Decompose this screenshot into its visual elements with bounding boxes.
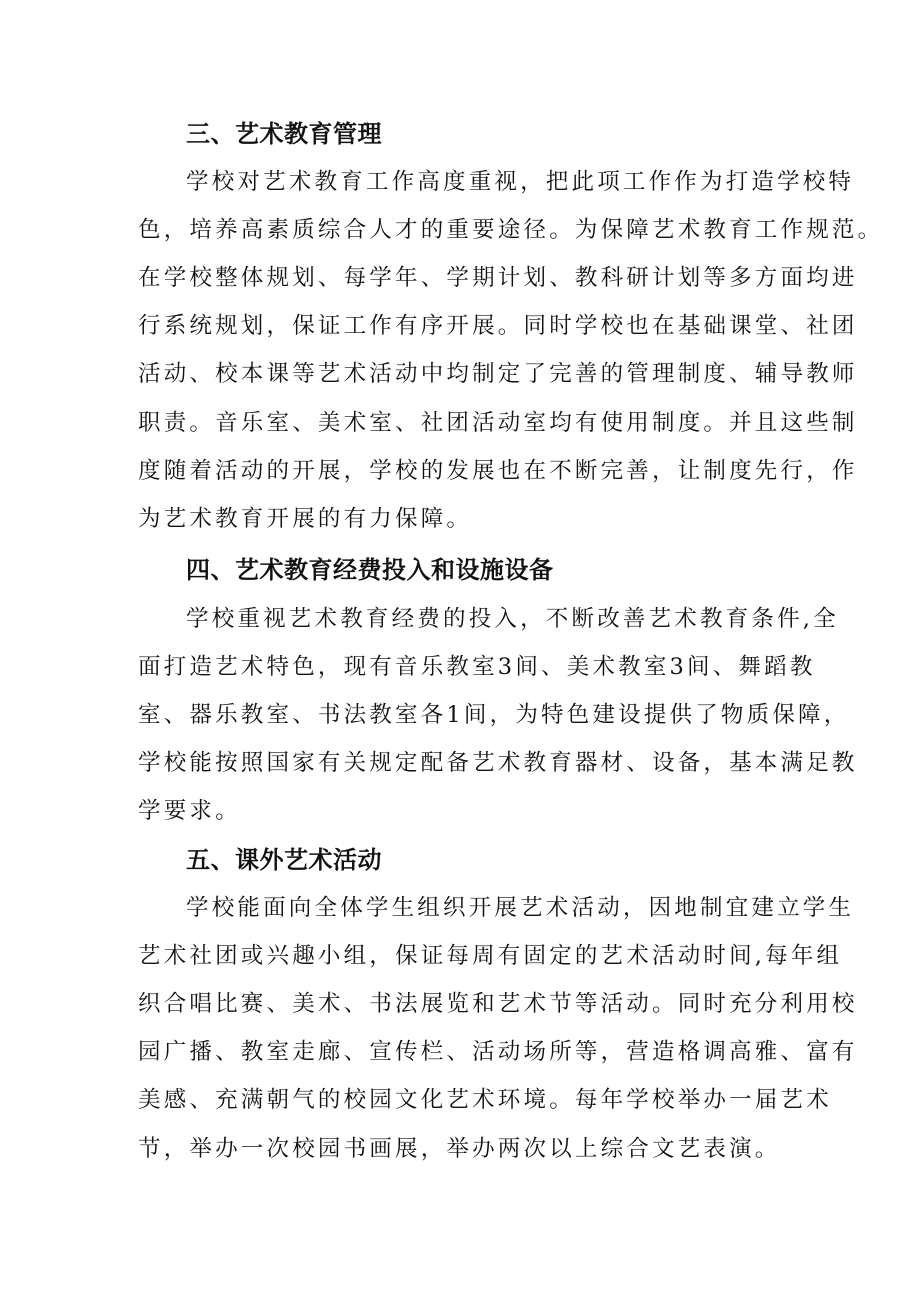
paragraph-line: 节，举办一次校园书画展，举办两次以上综合文艺表演。 bbox=[138, 1136, 781, 1162]
paragraph-line: 织合唱比赛、美术、书法展览和艺术节等活动。同时充分利用校 bbox=[138, 991, 858, 1017]
paragraph-line: 学校对艺术教育工作高度重视，把此项工作作为打造学校特 bbox=[186, 169, 855, 195]
paragraph-line: 艺术社团或兴趣小组，保证每周有固定的艺术活动时间,每年组 bbox=[138, 943, 843, 969]
section-heading-extracurricular: 五、课外艺术活动 bbox=[186, 846, 382, 874]
paragraph-line: 学要求。 bbox=[138, 798, 241, 824]
section-heading-funding-facilities: 四、艺术教育经费投入和设施设备 bbox=[186, 556, 554, 584]
paragraph-line: 职责。音乐室、美术室、社团活动室均有使用制度。并且这些制 bbox=[138, 410, 858, 436]
paragraph-line: 学校能面向全体学生组织开展艺术活动，因地制宜建立学生 bbox=[186, 895, 855, 921]
section-heading-art-management: 三、艺术教育管理 bbox=[186, 120, 382, 148]
paragraph-line: 度随着活动的开展，学校的发展也在不断完善，让制度先行，作 bbox=[138, 458, 858, 484]
paragraph-line: 面打造艺术特色，现有音乐教室3间、美术教室3间、舞蹈教 bbox=[138, 654, 816, 680]
paragraph-line: 园广播、教室走廊、宣传栏、活动场所等，营造格调高雅、富有 bbox=[138, 1039, 858, 1065]
paragraph-line: 学校重视艺术教育经费的投入，不断改善艺术教育条件,全 bbox=[186, 606, 839, 632]
paragraph-line: 室、器乐教室、书法教室各1间，为特色建设提供了物质保障， bbox=[138, 702, 850, 728]
paragraph-line: 在学校整体规划、每学年、学期计划、教科研计划等多方面均进 bbox=[138, 265, 858, 291]
paragraph-line: 为艺术教育开展的有力保障。 bbox=[138, 506, 473, 532]
paragraph-line: 活动、校本课等艺术活动中均制定了完善的管理制度、辅导教师 bbox=[138, 361, 858, 387]
paragraph-line: 行系统规划，保证工作有序开展。同时学校也在基础课堂、社团 bbox=[138, 313, 858, 339]
paragraph-line: 学校能按照国家有关规定配备艺术教育器材、设备，基本满足教 bbox=[138, 750, 858, 776]
paragraph-line: 色，培养高素质综合人才的重要途径。为保障艺术教育工作规范。 bbox=[138, 217, 884, 243]
paragraph-line: 美感、充满朝气的校园文化艺术环境。每年学校举办一届艺术 bbox=[138, 1087, 832, 1113]
